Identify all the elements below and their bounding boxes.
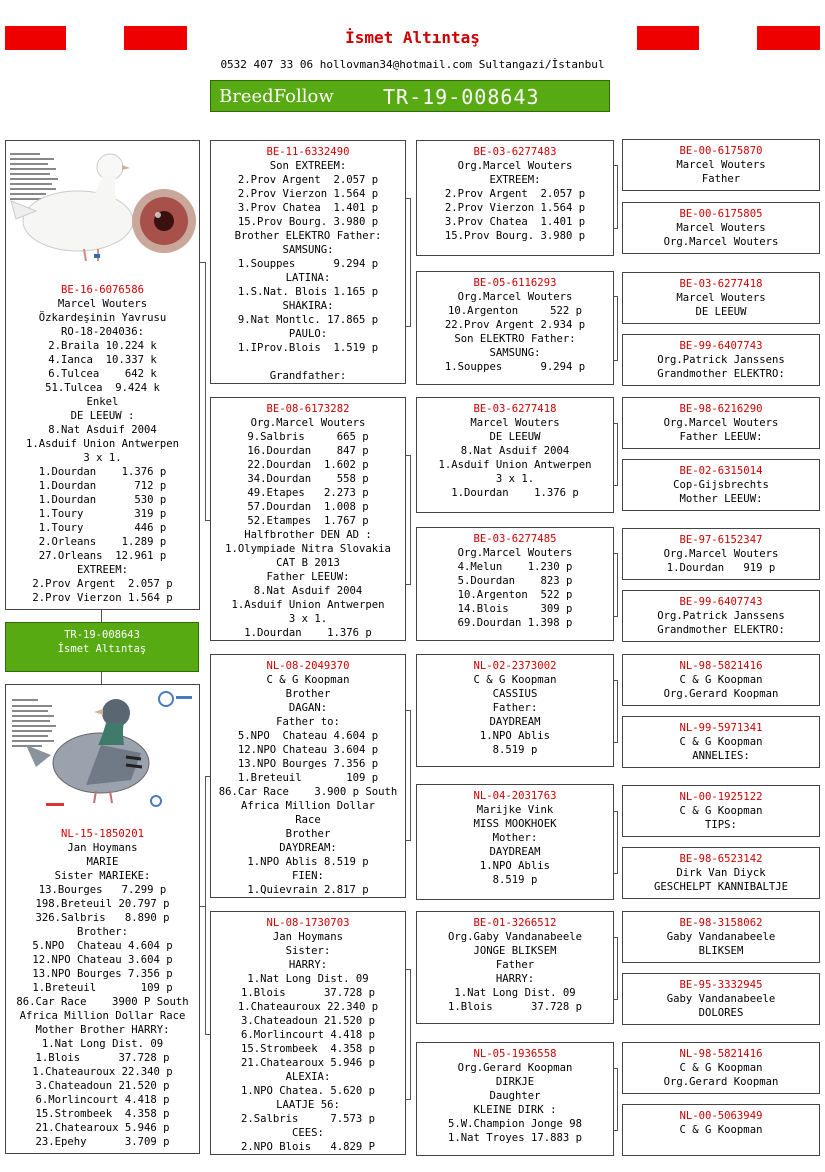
ring-number: BE-03-6277483	[473, 146, 557, 158]
great-grandparent-card	[416, 397, 614, 513]
dam-details: Jan Hoymans MARIE Sister MARIEKE: 13.Bourges 7.299 p 198.Breteuil 20.797 p 326.Salbris 8.890 p Brother: 5.NPO Chateau 4.604 p 12.NPO Chateau 3.604 p 13.NPO Bourges 7.356 p 1.Breteuil 109 p 86.Car Race 3900 P South Africa Million Dollar Race Mother Brother HARRY: 1.Nat Long Dist. 09 1.Blois 37.728 p 1.Chateauroux 22.340 p 3.Chateadoun 21.520 p 6.Morlincourt 4.418 p 15.Strombeek 4.358 p 21.Chatearoux 5.946 p 23.Epehy 3.709 p	[16, 842, 189, 1148]
connector	[617, 811, 618, 873]
pedigree-details: Org.Patrick Janssens Grandmother ELEKTRO:	[657, 610, 785, 636]
pedigree-details: Marcel Wouters DE LEEUW 8.Nat Asduif 2004 1.Asduif Union Antwerpen 3 x 1. 1.Dourdan 1.376 p	[438, 417, 592, 499]
pedigree-details: Org.Gerard Koopman DIRKJE Daughter KLEINE DIRK : 5.W.Champion Jonge 98 1.Nat Troyes 17.883 p	[448, 1062, 582, 1144]
sire-details: Marcel Wouters Özkardeşinin Yavrusu RO-18-204036: 2.Braila 10.224 k 4.Ianca 10.337 k 6.Tulcea 642 k 51.Tulcea 9.424 k Enkel DE LEEUW : 8.Nat Asduif 2004 1.Asduif Union Antwerpen 3 x 1. 1.Dourdan 1.376 p 1.Dourdan 712 p 1.Dourdan 530 p 1.Toury 319 p 1.Toury 446 p 2.Orleans 1.289 p 27.Orleans 12.961 p EXTREEM: 2.Prov Argent 2.057 p 2.Prov Vierzon 1.564 p	[25, 298, 180, 604]
connector	[205, 262, 206, 520]
ring-number: NL-00-1925122	[679, 791, 763, 803]
great-great-grandparent-card	[622, 272, 820, 324]
pedigree-details: Org.Marcel Wouters 1.Dourdan 919 p	[663, 548, 779, 574]
ring-number: BE-99-6407743	[679, 596, 763, 608]
connector	[614, 360, 618, 361]
connector	[101, 672, 102, 684]
connector	[406, 1099, 411, 1100]
connector	[205, 776, 210, 777]
connector	[617, 937, 618, 999]
owner-title: İsmet Altıntaş	[345, 28, 480, 47]
sire-card	[5, 140, 200, 610]
connector	[617, 296, 618, 360]
pedigree-details: Org.Patrick Janssens Grandmother ELEKTRO:	[657, 354, 785, 380]
grandparent-card	[210, 397, 406, 641]
ring-number: BE-03-6277485	[473, 533, 557, 545]
grandparent-card	[210, 140, 406, 384]
connector	[614, 1130, 618, 1131]
ring-number: BE-95-3332945	[679, 979, 763, 991]
connector	[614, 485, 618, 486]
great-grandparent-card	[416, 911, 614, 1024]
pedigree-details: Cop-Gijsbrechts Mother LEEUW:	[673, 479, 769, 505]
dam-card	[5, 684, 200, 1154]
great-great-grandparent-card	[622, 528, 820, 580]
ring-number: NL-05-1936558	[473, 1048, 557, 1060]
ring-number: BE-98-3158062	[679, 917, 763, 929]
great-great-grandparent-card	[622, 334, 820, 386]
ring-number: BE-00-6175805	[679, 208, 763, 220]
sire-ring: BE-16-6076586	[61, 284, 144, 296]
connector	[614, 228, 618, 229]
ring-number: BE-03-6277418	[679, 278, 763, 290]
connector	[406, 584, 411, 585]
pedigree-details: C & G Koopman Org.Gerard Koopman	[663, 1062, 779, 1088]
dam-photo	[6, 685, 199, 815]
great-great-grandparent-card	[622, 459, 820, 511]
great-great-grandparent-card	[622, 590, 820, 642]
great-great-grandparent-card	[622, 654, 820, 706]
pedigree-details: Son EXTREEM: 2.Prov Argent 2.057 p 2.Prov Vierzon 1.564 p 3.Prov Chatea 1.401 p 15.Prov Bourg. 3.980 p Brother ELEKTRO Father: SAMSUNG: 1.Souppes 9.294 p LATINA: 1.S.Nat. Blois 1.165 p SHAKIRA: 9.Nat Montlc. 17.865 p PAULO: 1.IProv.Blois 1.519 p Grandfather:	[234, 160, 382, 382]
pedigree-details: C & G Koopman TIPS:	[679, 805, 763, 831]
great-great-grandparent-card	[622, 397, 820, 449]
pedigree-details: Org.Marcel Wouters 9.Salbris 665 p 16.Dourdan 847 p 22.Dourdan 1.602 p 34.Dourdan 558 p 49.Etapes 2.273 p 57.Dourdan 1.008 p 52.Etampes 1.767 p Halfbrother DEN AD : 1.Olympiade Nitra Slovakia CAT B 2013 Father LEEUW: 8.Nat Asduif 2004 1.Asduif Union Antwerpen 3 x 1. 1.Dourdan 1.376 p	[225, 417, 391, 639]
great-grandparent-card	[416, 784, 614, 900]
connector	[205, 776, 206, 1034]
ring-number: NL-08-2049370	[266, 660, 350, 672]
pedigree-details: Gaby Vandanabeele DOLORES	[666, 993, 776, 1019]
pedigree-details: C & G Koopman Org.Gerard Koopman	[663, 674, 779, 700]
great-great-grandparent-card	[622, 202, 820, 254]
subject-ring: TR-19-008643	[64, 629, 140, 641]
pedigree-details: Marijke Vink MISS MOOKHOEK Mother: DAYDREAM 1.NPO Ablis 8.519 p	[473, 804, 557, 886]
great-great-grandparent-card	[622, 1104, 820, 1156]
grandparent-card	[210, 911, 406, 1155]
pedigree-details: Org.Marcel Wouters Father LEEUW:	[663, 417, 779, 443]
brand-banner	[210, 80, 610, 112]
ring-number: NL-99-5971341	[679, 722, 763, 734]
brand-ring: TR-19-008643	[383, 85, 540, 109]
connector	[617, 553, 618, 616]
ring-number: BE-97-6152347	[679, 534, 763, 546]
connector	[617, 1068, 618, 1130]
ring-number: NL-04-2031763	[473, 790, 557, 802]
pedigree-details: Org.Marcel Wouters 10.Argenton 522 p 22.Prov Argent 2.934 p Son ELEKTRO Father: SAMSUNG: 1.Souppes 9.294 p	[444, 291, 586, 373]
pedigree-details: Jan Hoymans Sister: HARRY: 1.Nat Long Dist. 09 1.Blois 37.728 p 1.Chateauroux 22.340 p 3.Chateadoun 21.520 p 6.Morlincourt 4.418 p 15.Strombeek 4.358 p 21.Chatearoux 5.946 p ALEXIA: 1.NPO Chatea. 5.620 p LAATJE 56: 2.Salbris 7.573 p CEES: 2.NPO Blois 4.829 P	[237, 931, 379, 1153]
ring-number: BE-03-6277418	[473, 403, 557, 415]
dam-ring: NL-15-1850201	[61, 828, 144, 840]
connector	[614, 616, 618, 617]
connector	[406, 840, 411, 841]
grandparent-card	[210, 654, 406, 898]
great-great-grandparent-card	[622, 139, 820, 191]
subject-box	[5, 622, 199, 672]
connector	[410, 710, 411, 840]
great-great-grandparent-card	[622, 716, 820, 768]
great-great-grandparent-card	[622, 911, 820, 963]
ring-number: NL-00-5063949	[679, 1110, 763, 1122]
connector	[614, 742, 618, 743]
owner-contact: 0532 407 33 06 hollovman34@hotmail.com Sultangazi/İstanbul	[220, 58, 605, 71]
ring-number: BE-05-6116293	[473, 277, 557, 289]
great-great-grandparent-card	[622, 973, 820, 1025]
connector	[410, 969, 411, 1099]
connector	[410, 198, 411, 326]
ring-number: BE-98-6216290	[679, 403, 763, 415]
pedigree-details: Org.Gaby Vandanabeele JONGE BLIKSEM Father HARRY: 1.Nat Long Dist. 09 1.Blois 37.728 p	[448, 931, 582, 1013]
connector	[410, 455, 411, 584]
great-great-grandparent-card	[622, 1042, 820, 1094]
pedigree-details: C & G Koopman	[679, 1124, 763, 1136]
great-grandparent-card	[416, 527, 614, 641]
pedigree-details: C & G Koopman CASSIUS Father: DAYDREAM 1.NPO Ablis 8.519 p	[473, 674, 557, 756]
ring-number: NL-02-2373002	[473, 660, 557, 672]
ring-number: BE-11-6332490	[266, 146, 350, 158]
great-great-grandparent-card	[622, 785, 820, 837]
brand-name: BreedFollow	[219, 86, 334, 107]
pedigree-details: Org.Marcel Wouters EXTREEM: 2.Prov Argent 2.057 p 2.Prov Vierzon 1.564 p 3.Prov Chatea 1.401 p 15.Prov Bourg. 3.980 p	[444, 160, 586, 242]
ring-number: NL-98-5821416	[679, 1048, 763, 1060]
ring-number: BE-02-6315014	[679, 465, 763, 477]
pedigree-details: Marcel Wouters Org.Marcel Wouters	[663, 222, 779, 248]
pedigree-details: C & G Koopman Brother DAGAN: Father to: 5.NPO Chateau 4.604 p 12.NPO Chateau 3.604 p 13.NPO Bourges 7.356 p 1.Breteuil 109 p 86.Car Race 3.900 p South Africa Million Dollar Race Brother DAYDREAM: 1.NPO Ablis 8.519 p FIEN: 1.Quievrain 2.817 p	[218, 674, 398, 896]
ring-number: BE-00-6175870	[679, 145, 763, 157]
great-great-grandparent-card	[622, 847, 820, 899]
pedigree-details: C & G Koopman ANNELIES:	[679, 736, 763, 762]
ring-number: BE-08-6173282	[266, 403, 350, 415]
great-grandparent-card	[416, 140, 614, 256]
pedigree-details: Gaby Vandanabeele BLIKSEM	[666, 931, 776, 957]
great-grandparent-card	[416, 654, 614, 767]
connector	[205, 1034, 210, 1035]
connector	[617, 423, 618, 485]
ring-number: BE-01-3266512	[473, 917, 557, 929]
connector	[614, 999, 618, 1000]
sire-photo	[6, 141, 199, 271]
ring-number: NL-08-1730703	[266, 917, 350, 929]
connector	[101, 610, 102, 622]
connector	[617, 680, 618, 742]
connector	[406, 326, 411, 327]
subject-owner: İsmet Altıntaş	[57, 643, 147, 655]
ring-number: NL-98-5821416	[679, 660, 763, 672]
ring-number: BE-98-6523142	[679, 853, 763, 865]
pedigree-details: Org.Marcel Wouters 4.Melun 1.230 p 5.Dourdan 823 p 10.Argenton 522 p 14.Blois 309 p 69.Dourdan 1.398 p	[457, 547, 573, 629]
connector	[205, 520, 210, 521]
pedigree-details: Dirk Van Diyck GESCHELPT KANNIBALTJE	[654, 867, 788, 893]
connector	[614, 873, 618, 874]
ring-number: BE-99-6407743	[679, 340, 763, 352]
connector	[617, 165, 618, 228]
great-grandparent-card	[416, 271, 614, 385]
great-grandparent-card	[416, 1042, 614, 1156]
pedigree-details: Marcel Wouters Father	[676, 159, 766, 185]
pedigree-details: Marcel Wouters DE LEEUW	[676, 292, 766, 318]
